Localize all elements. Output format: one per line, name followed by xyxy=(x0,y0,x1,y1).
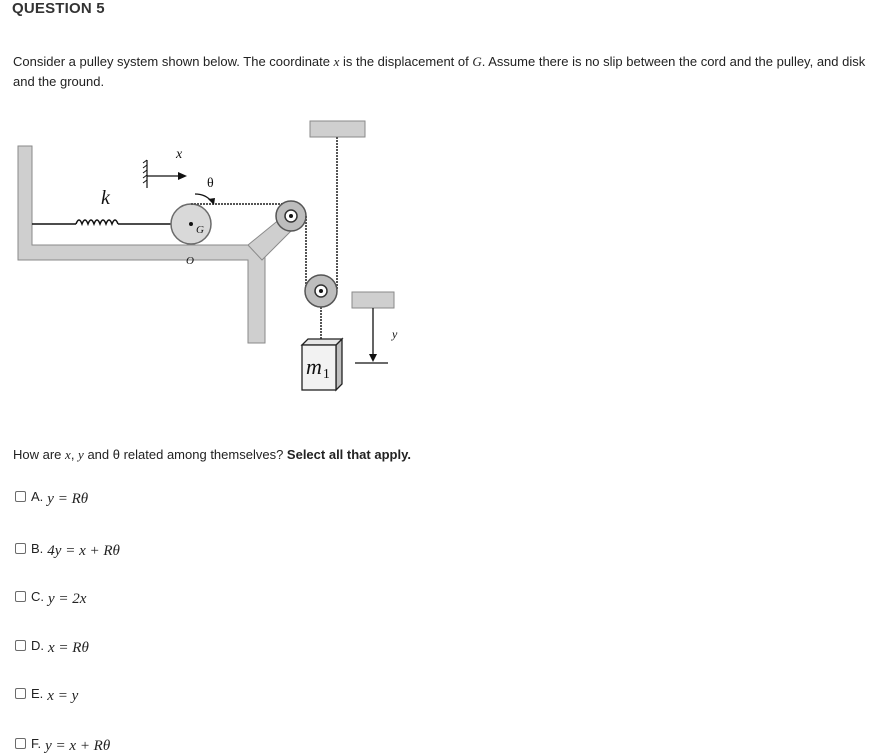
disk-center xyxy=(189,222,193,226)
option-b[interactable] xyxy=(15,538,120,558)
mass-block-top xyxy=(302,339,342,345)
pulley-system-diagram xyxy=(0,110,887,410)
intro-text-c: . Assume there is no slip between the cord and the pulley, and disk and the ground. xyxy=(13,54,866,89)
ceiling-block-right xyxy=(352,292,394,308)
option-d-letter: D. xyxy=(31,637,44,653)
option-f-checkbox[interactable] xyxy=(15,738,26,749)
x-arrow-head xyxy=(178,172,187,180)
option-d[interactable] xyxy=(15,635,89,655)
option-a-expression: y = Rθ xyxy=(47,490,89,507)
option-a[interactable] xyxy=(15,486,88,506)
disk-label: G xyxy=(196,224,204,236)
x-label: x xyxy=(176,147,183,162)
y-label: y xyxy=(392,327,398,341)
intro-text-a: Consider a pulley system shown below. The coordinate xyxy=(13,54,334,69)
option-e[interactable] xyxy=(15,683,78,703)
intro-text-b: is the displacement of xyxy=(339,54,473,69)
spring-label: k xyxy=(101,187,110,209)
intro-var-g: G xyxy=(472,54,482,69)
y-arrow-head xyxy=(369,354,377,362)
ask-var-y: y xyxy=(78,447,84,462)
ask-instruction: Select all that apply. xyxy=(286,447,411,462)
ask-var-x: x xyxy=(65,447,71,462)
mass-block-side xyxy=(336,339,342,390)
ceiling-block-top xyxy=(310,121,365,137)
theta-label: θ xyxy=(207,176,214,191)
option-d-expression: x = Rθ xyxy=(48,639,89,656)
option-c[interactable] xyxy=(15,586,86,606)
option-b-checkbox[interactable] xyxy=(15,543,26,554)
option-e-letter: E. xyxy=(31,685,44,701)
theta-arrow xyxy=(195,194,212,202)
ask-text-a: How are xyxy=(13,447,66,462)
origin-label: O xyxy=(186,255,194,267)
option-a-checkbox[interactable] xyxy=(15,491,26,502)
ask-sep-2: and xyxy=(83,447,113,462)
option-f-expression: y = x + Rθ xyxy=(45,737,111,754)
option-b-expression: 4y = x + Rθ xyxy=(47,542,120,559)
lower-pulley-axle xyxy=(319,289,323,293)
option-a-letter: A. xyxy=(31,488,44,504)
ask-text-b: related among themselves? xyxy=(119,447,287,462)
top-pulley-axle xyxy=(289,214,293,218)
question-heading: QUESTION 5 xyxy=(12,0,105,17)
option-b-letter: B. xyxy=(31,540,44,556)
option-d-checkbox[interactable] xyxy=(15,640,26,651)
question-prompt xyxy=(13,447,411,463)
ground-wall xyxy=(18,146,265,343)
option-e-expression: x = y xyxy=(47,687,79,704)
option-f-letter: F. xyxy=(31,735,42,751)
intro-var-x: x xyxy=(333,54,340,69)
option-c-expression: y = 2x xyxy=(48,590,87,607)
ask-var-theta: θ xyxy=(112,447,120,462)
question-intro xyxy=(13,52,873,92)
option-c-checkbox[interactable] xyxy=(15,591,26,602)
ask-sep-1: , xyxy=(70,447,79,462)
option-c-letter: C. xyxy=(31,588,44,604)
option-f[interactable] xyxy=(15,733,110,753)
mass-label: m1 xyxy=(306,354,330,382)
spring-coil xyxy=(76,220,118,224)
option-e-checkbox[interactable] xyxy=(15,688,26,699)
